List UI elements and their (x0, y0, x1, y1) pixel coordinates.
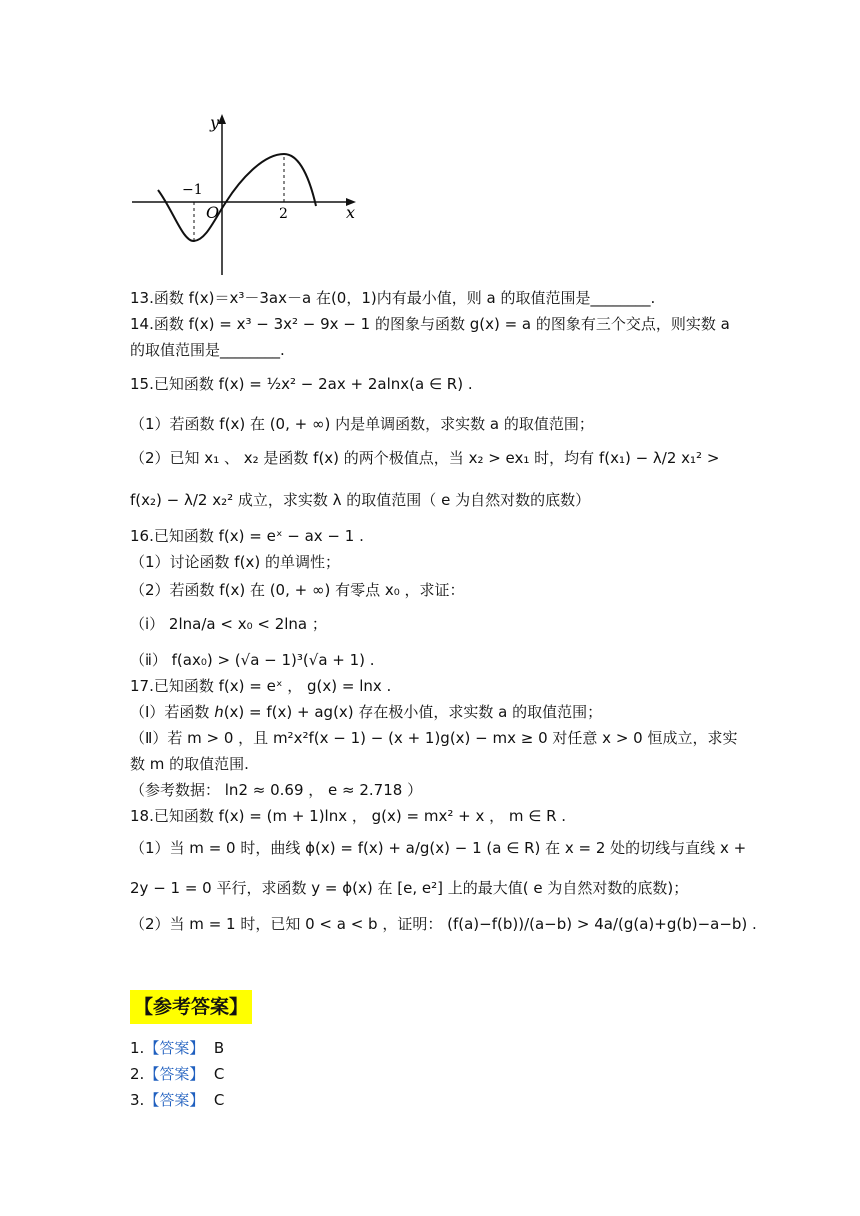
answer-value: B (213, 1039, 225, 1057)
text-line: 15.已知函数 f(x) = ½x² − 2ax + 2alnx(a ∈ R) . (130, 375, 473, 393)
answer-number: 3. (130, 1091, 145, 1109)
answer-tag: 【答案】 (144, 1065, 205, 1083)
answer-number: 1. (130, 1039, 145, 1057)
text-line: （参考数据： ln2 ≈ 0.69 ， e ≈ 2.718 ） (130, 781, 423, 799)
y-axis-arrow (218, 114, 226, 124)
text-line: （Ⅰ）若函数 ℎ(x) = f(x) + ag(x) 存在极小值，求实数 a 的取值范围； (130, 703, 603, 721)
answer-item (130, 1038, 224, 1058)
text-line: 17.已知函数 f(x) = eˣ ， g(x) = lnx . (130, 677, 392, 695)
answer-tag: 【答案】 (144, 1091, 205, 1109)
text-line: （1）若函数 f(x) 在 (0, + ∞) 内是单调函数，求实数 a 的取值范围； (130, 415, 594, 433)
answer-tag: 【答案】 (144, 1039, 205, 1057)
text-line: 16.已知函数 f(x) = eˣ − ax − 1 . (130, 527, 364, 545)
answer-item (130, 1064, 224, 1084)
origin-label: O (206, 203, 220, 222)
text-line: f(x₂) − λ/2 x₂² 成立，求实数 λ 的取值范围（ e 为自然对数的底数） (130, 491, 591, 509)
text-line: 13.函数 f(x)＝x³－3ax－a 在(0，1)内有最小值，则 a 的取值范围是________. (130, 289, 656, 307)
text-line: （1）讨论函数 f(x) 的单调性； (130, 553, 340, 571)
tick-label-neg1: −1 (182, 182, 203, 198)
text-line: 的取值范围是________. (130, 341, 285, 359)
answer-number: 2. (130, 1065, 145, 1083)
tick-label-2: 2 (279, 206, 288, 222)
text-line: 数 m 的取值范围. (130, 755, 249, 773)
text-line: 2y − 1 = 0 平行，求函数 y = ϕ(x) 在 [e, e²] 上的最大值( e 为自然对数的底数)； (130, 879, 689, 897)
y-axis-label: y (210, 113, 220, 132)
answer-item (130, 1090, 224, 1110)
text-line: （2）若函数 f(x) 在 (0, + ∞) 有零点 x₀ ，求证： (130, 581, 465, 599)
text-line: （2）当 m = 1 时，已知 0 < a < b ，证明： (f(a)−f(b))/(a−b) > 4a/(g(a)+g(b)−a−b) . (130, 915, 757, 933)
answer-value: C (213, 1065, 225, 1083)
text-line: （Ⅱ）若 m > 0 ，且 m²x²f(x − 1) − (x + 1)g(x) − mx ≥ 0 对任意 x > 0 恒成立，求实 (130, 729, 738, 747)
x-axis-label: x (346, 203, 356, 222)
cubic-function-graph (128, 110, 360, 280)
text-line: 18.已知函数 f(x) = (m + 1)lnx ， g(x) = mx² + x ， m ∈ R . (130, 807, 567, 825)
answer-value: C (213, 1091, 225, 1109)
text-line: （1）当 m = 0 时，曲线 ϕ(x) = f(x) + a/g(x) − 1 (a ∈ R) 在 x = 2 处的切线与直线 x + (130, 839, 747, 857)
text-line: 14.函数 f(x) = x³ − 3x² − 9x − 1 的图象与函数 g(x) = a 的图象有三个交点，则实数 a (130, 315, 730, 333)
answer-heading: 【参考答案】 (130, 990, 252, 1024)
text-line: （ⅱ） f(ax₀) > (√a − 1)³(√a + 1) . (130, 651, 375, 669)
text-line: （2）已知 x₁ 、 x₂ 是函数 f(x) 的两个极值点，当 x₂ > ex₁ 时，均有 f(x₁) − λ/2 x₁² > (130, 449, 720, 467)
text-line: （ⅰ） 2lna/a < x₀ < 2lna ； (130, 615, 327, 633)
